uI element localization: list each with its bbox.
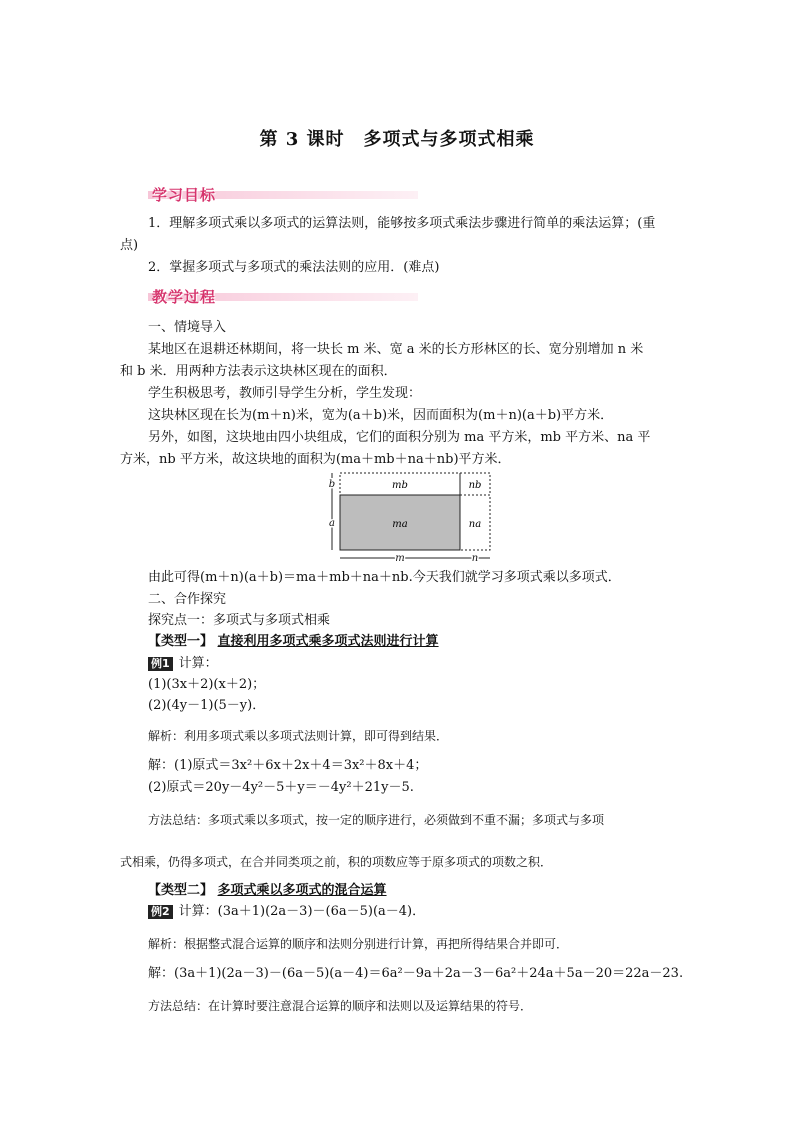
example-2-summary: 方法总结：在计算时要注意混合运算的顺序和法则以及运算结果的符号． <box>148 999 533 1013</box>
type2-heading <box>148 881 706 901</box>
example-2-prompt-text: 计算：(3a＋1)(2a－3)－(6a－5)(a－4)． <box>178 904 426 919</box>
label-n: n <box>471 553 479 564</box>
example-1-summary-cont: 式相乘，仍得多项式，在合并同类项之前，积的项数应等于原多项式的项数之积． <box>120 855 553 869</box>
lesson-title: 第 3 课时 多项式与多项式相乘 <box>259 129 535 150</box>
example-1-q2: (2)(4y－1)(5－y)． <box>148 698 266 713</box>
type2-title: 多项式乘以多项式的混合运算 <box>217 883 387 898</box>
intro-heading: 一、情境导入 <box>148 320 227 335</box>
section-label: 教学过程 <box>152 288 217 306</box>
intro-paragraph-cont: 和 b 米．用两种方法表示这块林区现在的面积． <box>120 364 397 379</box>
intro-paragraph: 另外，如图，这块地由四小块组成，它们的面积分别为 ma 平方米，mb 平方米、na 平 <box>148 430 651 445</box>
example-2-analysis: 解析：根据整式混合运算的顺序和法则分别进行计算，再把所得结果合并即可． <box>148 937 569 951</box>
intro-paragraph: 学生积极思考，教师引导学生分析，学生发现： <box>148 386 422 401</box>
label-ma: ma <box>392 519 408 530</box>
example-1-q1: (1)(3x＋2)(x＋2)； <box>148 677 266 692</box>
section-header-process <box>148 286 418 306</box>
type1-title: 直接利用多项式乘多项式法则进行计算 <box>217 634 439 649</box>
explore-point: 探究点一：多项式与多项式相乘 <box>148 613 331 628</box>
example-1-badge: 例1 <box>148 657 173 671</box>
example-1-solution-1: 解：(1)原式＝3x²＋6x＋2x＋4＝3x²＋8x＋4； <box>148 758 428 773</box>
label-a: a <box>329 518 335 529</box>
section-header-objectives <box>148 184 418 204</box>
example-2-solution: 解：(3a＋1)(2a－3)－(6a－5)(a－4)＝6a²－9a＋2a－3－6a²＋24a＋5a－20＝22a－23. <box>148 966 684 981</box>
label-mb: mb <box>392 480 408 491</box>
type1-heading <box>148 632 706 652</box>
type1-tag: 【类型一】 <box>148 634 214 649</box>
label-na: na <box>468 519 482 530</box>
example-2-prompt <box>148 902 706 922</box>
explore-heading: 二、合作探究 <box>148 592 227 607</box>
objective-1-cont: 点) <box>120 238 139 253</box>
example-1-prompt-text: 计算： <box>178 656 218 671</box>
example-1-summary: 方法总结：多项式乘以多项式，按一定的顺序进行，必须做到不重不漏；多项式与多项 <box>148 813 605 827</box>
label-b: b <box>328 479 336 490</box>
label-m: m <box>395 553 405 564</box>
objective-2: 2．掌握多项式与多项式的乘法法则的应用．(难点) <box>148 260 440 275</box>
example-1-prompt <box>148 654 706 674</box>
type2-tag: 【类型二】 <box>148 883 214 898</box>
intro-paragraph: 某地区在退耕还林期间，将一块长 m 米、宽 a 米的长方形林区的长、宽分别增加 n 米 <box>148 342 644 357</box>
intro-conclusion: 由此可得(m＋n)(a＋b)＝ma＋mb＋na＋nb.今天我们就学习多项式乘以多项式． <box>148 570 621 585</box>
example-1-solution-2: (2)原式＝20y－4y²－5＋y＝－4y²＋21y－5. <box>148 780 414 795</box>
objective-1: 1．理解多项式乘以多项式的运算法则，能够按多项式乘法步骤进行简单的乘法运算；(重 <box>148 216 656 231</box>
label-nb: nb <box>468 480 482 491</box>
example-2-badge: 例2 <box>148 905 173 919</box>
intro-paragraph: 这块林区现在长为(m＋n)米，宽为(a＋b)米，因而面积为(m＋n)(a＋b)平方米． <box>148 408 614 423</box>
intro-paragraph-cont: 方米，nb 平方米，故这块地的面积为(ma＋mb＋na＋nb)平方米． <box>120 452 511 467</box>
section-label: 学习目标 <box>152 186 217 204</box>
area-diagram <box>325 470 493 566</box>
example-1-analysis: 解析：利用多项式乘以多项式法则计算，即可得到结果． <box>148 729 449 743</box>
